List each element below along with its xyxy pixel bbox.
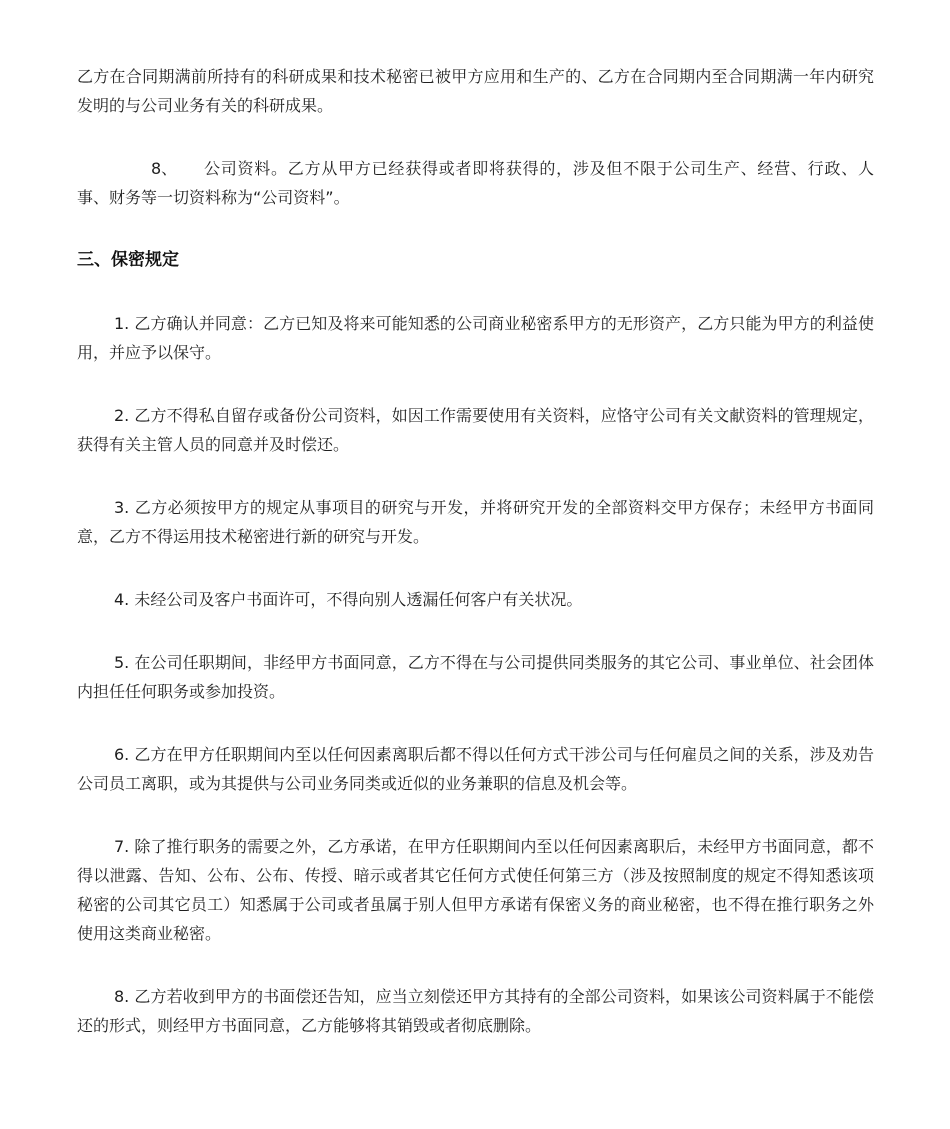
item-8-text: 公司资料。乙方从甲方已经获得或者即将获得的，涉及但不限于公司生产、经营、行政、人事、财务等一切资料称为“公司资料”。 (77, 159, 874, 207)
clause-6: 6. 乙方在甲方任职期间内至以任何因素离职后都不得以任何方式干涉公司与任何雇员之间的关系，涉及劝告公司员工离职，或为其提供与公司业务同类或近似的业务兼职的信息及机会等。 (77, 745, 874, 793)
clause-4: 4. 未经公司及客户书面许可，不得向别人透漏任何客户有关状况。 (114, 590, 583, 609)
document-page (77, 62, 874, 1074)
clause-7: 7. 除了推行职务的需要之外，乙方承诺，在甲方任职期间内至以任何因素离职后，未经甲方书面同意，都不得以泄露、告知、公布、公布、传授、暗示或者其它任何方式使任何第三方（涉及按照制度的规定不得知悉该项秘密的公司其它员工）知悉属于公司或者虽属于别人但甲方承诺有保密义务的商业秘密，也不得在推行职务之外使用这类商业秘密。 (77, 837, 874, 943)
clause-2: 2. 乙方不得私自留存或备份公司资料，如因工作需要使用有关资料，应恪守公司有关文献资料的管理规定，获得有关主管人员的同意并及时偿还。 (77, 406, 874, 454)
item-8-number: 8、 (151, 159, 178, 178)
clause-5: 5. 在公司任职期间，非经甲方书面同意，乙方不得在与公司提供同类服务的其它公司、事业单位、社会团体内担任任何职务或参加投资。 (77, 653, 874, 701)
intro-paragraph: 乙方在合同期满前所持有的科研成果和技术秘密已被甲方应用和生产的、乙方在合同期内至合同期满一年内研究发明的与公司业务有关的科研成果。 (77, 67, 874, 115)
clause-8: 8. 乙方若收到甲方的书面偿还告知，应当立刻偿还甲方其持有的全部公司资料，如果该公司资料属于不能偿还的形式，则经甲方书面同意，乙方能够将其销毁或者彻底删除。 (77, 987, 874, 1035)
item-8-paragraph (77, 154, 874, 212)
clause-3: 3. 乙方必须按甲方的规定从事项目的研究与开发，并将研究开发的全部资料交甲方保存；未经甲方书面同意，乙方不得运用技术秘密进行新的研究与开发。 (77, 498, 874, 546)
section-heading: 三、保密规定 (77, 250, 179, 270)
clause-1: 1. 乙方确认并同意：乙方已知及将来可能知悉的公司商业秘密系甲方的无形资产，乙方只能为甲方的利益使用，并应予以保守。 (77, 314, 874, 362)
